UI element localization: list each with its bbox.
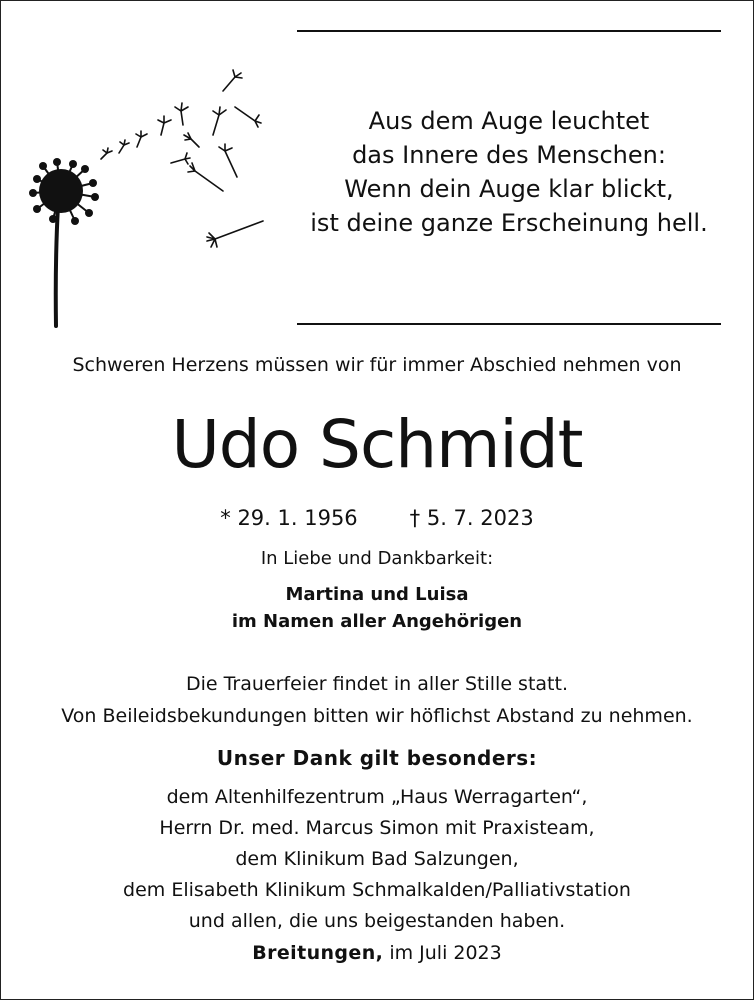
funeral-notice (1, 668, 753, 732)
thanks-line: dem Altenhilfezentrum „Haus Werragarten“, (166, 786, 588, 808)
closing-date: im Juli 2023 (389, 942, 502, 964)
death-date: † 5. 7. 2023 (409, 506, 534, 530)
top-divider (297, 30, 721, 32)
thanks-line: dem Klinikum Bad Salzungen, (235, 848, 519, 870)
intro-text: Schweren Herzens müssen wir für immer Abschied nehmen von (72, 354, 682, 376)
bottom-divider (297, 323, 721, 325)
notice-line: Die Trauerfeier findet in aller Stille statt. (185, 673, 568, 695)
thanks-heading: Unser Dank gilt besonders: (216, 746, 538, 770)
thanks-line: Herrn Dr. med. Marcus Simon mit Praxisteam, (159, 817, 595, 839)
quote-line: Wenn dein Auge klar blickt, (344, 175, 674, 203)
family-names: Martina und Luisa (285, 584, 469, 605)
thanks-intro: In Liebe und Dankbarkeit: (260, 548, 494, 569)
family-relatives: im Namen aller Angehörigen (231, 611, 523, 632)
family-signature (1, 581, 753, 635)
quote-line: Aus dem Auge leuchtet (368, 107, 650, 135)
quote-line: das Innere des Menschen: (352, 141, 666, 169)
thanks-line: dem Elisabeth Klinikum Schmalkalden/Palliativstation (123, 879, 631, 901)
closing-place: Breitungen, (252, 942, 384, 964)
dandelion-illustration (23, 61, 283, 331)
quote-block (291, 104, 727, 240)
quote-line: ist deine ganze Erscheinung hell. (310, 209, 708, 237)
notice-line: Von Beileidsbekundungen bitten wir höflichst Abstand zu nehmen. (61, 705, 693, 727)
life-dates (1, 506, 753, 530)
thanks-list (1, 782, 753, 937)
thanks-line: und allen, die uns beigestanden haben. (188, 910, 566, 932)
birth-date: * 29. 1. 1956 (220, 506, 358, 530)
closing-line (1, 942, 753, 964)
deceased-name: Udo Schmidt (171, 406, 583, 483)
